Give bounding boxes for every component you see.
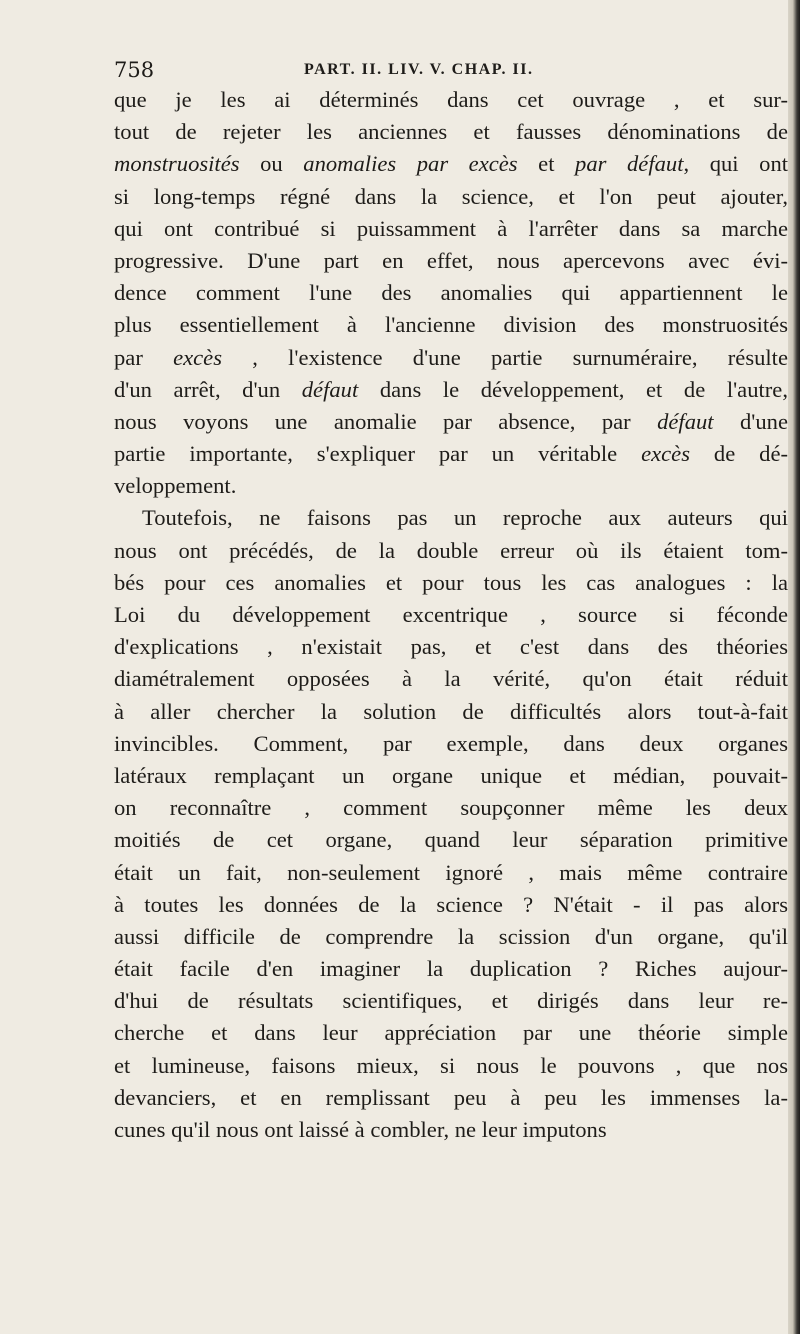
text-run: invincibles. Comment, par exemple, dans deux organes (114, 730, 788, 756)
italic-term: excès (641, 441, 690, 467)
text-line (114, 84, 788, 116)
text-run: cunes qu'il nous ont laissé à combler, ne leur imputons (114, 1117, 607, 1142)
page-number: 758 (114, 58, 155, 82)
text-line (114, 1114, 790, 1146)
text-run: d'explications , n'existait pas, et c'est dans des théories (114, 634, 788, 660)
text-run: , l'existence d'une partie surnuméraire, résulte (222, 344, 788, 370)
page-header (114, 58, 704, 82)
text-run: à toutes les données de la science ? N'était - il pas alors (114, 891, 788, 917)
running-head: PART. II. LIV. V. CHAP. II. (304, 61, 534, 78)
text-line (114, 245, 788, 277)
text-run: plus essentiellement à l'ancienne division des monstruosités (114, 312, 788, 338)
text-line (114, 535, 788, 567)
text-run: tout de rejeter les anciennes et fausses dénominations de (114, 119, 788, 145)
text-line (114, 342, 788, 374)
text-line (114, 663, 788, 695)
text-run: Loi du développement excentrique , source si féconde (114, 602, 788, 627)
text-run: aussi difficile de comprendre la scission d'un organe, qu'il (114, 923, 788, 949)
text-line (114, 406, 788, 438)
text-run: devanciers, et en remplissant peu à peu les immenses la- (114, 1084, 788, 1110)
text-run: de dé- (690, 441, 788, 467)
text-run: Toutefois, ne faisons pas un reproche aux auteurs qui (142, 505, 788, 531)
text-line (114, 116, 788, 148)
text-run: ou (239, 151, 304, 177)
text-line (114, 631, 788, 663)
text-run: à aller chercher la solution de difficultés alors tout-à-fait (114, 698, 788, 724)
text-run: qui ont contribué si puissamment à l'arrêter dans sa marche (114, 215, 788, 241)
text-line (114, 181, 788, 213)
text-line (114, 309, 788, 341)
text-line (114, 889, 788, 921)
italic-term: anomalies par excès (303, 151, 518, 177)
text-run: dans le développement, et de l'autre, (358, 376, 788, 402)
text-line (114, 824, 788, 856)
text-run: on reconnaître , comment soupçonner même les deux (114, 795, 788, 821)
text-line (114, 696, 788, 728)
text-run: d'une (713, 408, 788, 434)
text-run: dence comment l'une des anomalies qui appartiennent le (114, 280, 788, 306)
text-run: cherche et dans leur appréciation par une théorie simple (114, 1020, 788, 1046)
italic-term: excès (173, 344, 222, 370)
text-run: progressive. D'une part en effet, nous apercevons avec évi- (114, 247, 788, 273)
text-line (114, 1017, 788, 1049)
italic-term: défaut (657, 408, 714, 434)
text-run: nous ont précédés, de la double erreur où ils étaient tom- (114, 537, 788, 563)
italic-term: monstruosités (114, 151, 240, 177)
text-run: , qui ont (683, 151, 789, 177)
text-line (114, 728, 788, 760)
text-line (114, 374, 788, 406)
text-run: diamétralement opposées à la vérité, qu'on était réduit (114, 666, 788, 692)
text-line (114, 213, 788, 245)
italic-term: par défaut (575, 151, 684, 177)
text-line (114, 857, 788, 889)
text-line (114, 502, 788, 534)
text-run: latéraux remplaçant un organe unique et médian, pouvait- (114, 762, 788, 788)
text-run: et (517, 151, 576, 177)
text-line (114, 1050, 788, 1082)
text-line (114, 985, 788, 1017)
text-run: et lumineuse, faisons mieux, si nous le pouvons , que nos (114, 1052, 788, 1078)
text-run: partie importante, s'expliquer par un véritable (114, 441, 642, 467)
text-run: si long-temps régné dans la science, et l'on peut ajouter, (114, 183, 788, 209)
text-run: d'un arrêt, d'un (114, 376, 302, 402)
text-line (114, 953, 788, 985)
text-run: par (114, 344, 174, 370)
text-line (114, 760, 788, 792)
text-line (114, 1082, 788, 1114)
text-line (114, 148, 788, 180)
text-run: bés pour ces anomalies et pour tous les cas analogues : la (114, 569, 788, 595)
text-line (114, 792, 788, 824)
text-line (114, 599, 788, 631)
text-run: d'hui de résultats scientifiques, et dirigés dans leur re- (114, 988, 788, 1014)
italic-term: défaut (301, 376, 359, 402)
text-line (114, 567, 788, 599)
text-line (114, 470, 790, 502)
text-run: était facile d'en imaginer la duplication ? Riches aujour- (114, 956, 788, 982)
text-run: que je les ai déterminés dans cet ouvrage , et sur- (114, 87, 788, 112)
text-line (114, 277, 788, 309)
text-run: était un fait, non-seulement ignoré , mais même contraire (114, 859, 788, 885)
text-run: nous voyons une anomalie par absence, par (114, 408, 658, 434)
page-edge (788, 0, 800, 1334)
body-text (114, 84, 790, 1146)
text-run: veloppement. (114, 473, 237, 499)
text-line (114, 438, 788, 470)
text-run: moitiés de cet organe, quand leur séparation primitive (114, 827, 788, 853)
text-line (114, 921, 788, 953)
